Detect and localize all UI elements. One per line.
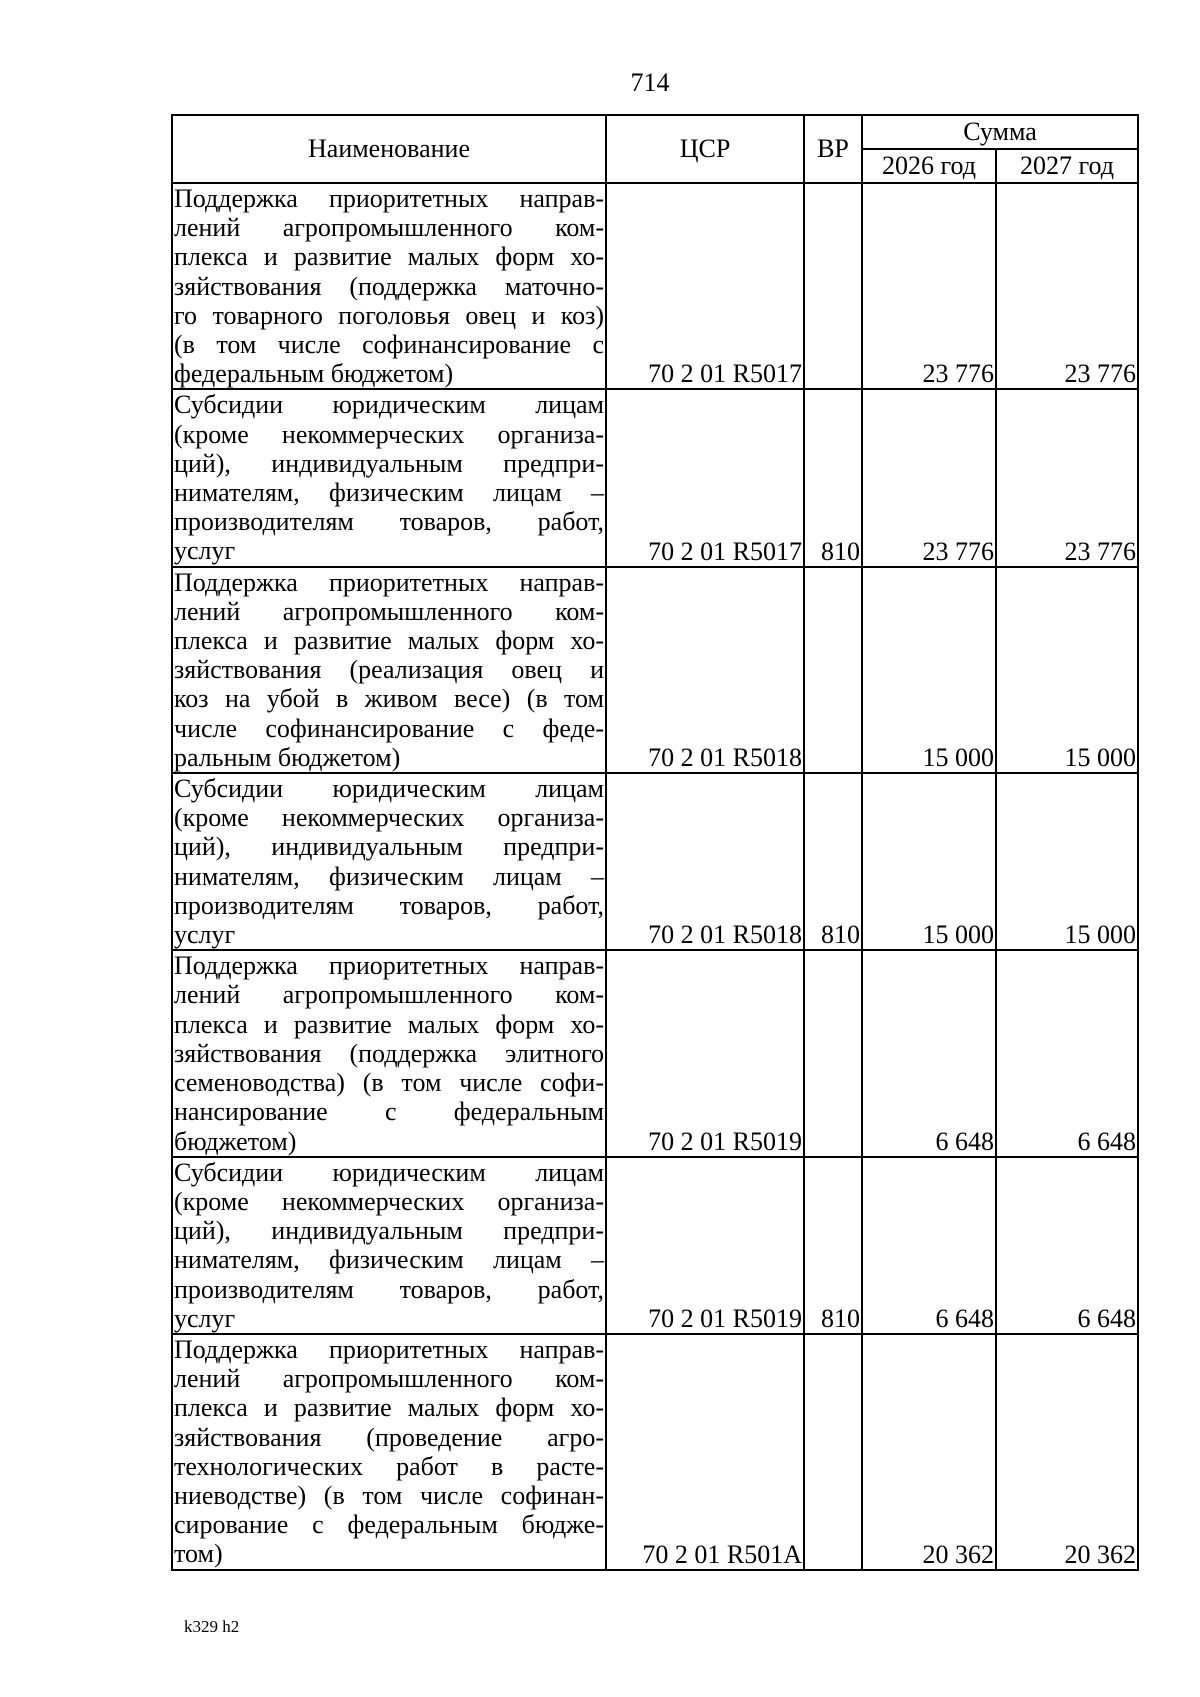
budget-table — [171, 114, 1139, 1571]
row-vr — [804, 567, 862, 773]
row-sum-2027: 20 362 — [996, 1334, 1138, 1570]
footer-code: k329 h2 — [184, 1617, 240, 1636]
row-csr: 70 2 01 R5018 — [606, 567, 804, 773]
row-name-line: семеноводства) (в том числе софи- — [174, 1068, 604, 1098]
row-name-line: том) — [174, 1539, 223, 1569]
row-vr — [804, 183, 862, 389]
row-name-line: (кроме некоммерческих организа- — [174, 1186, 604, 1216]
row-sum-2027: 15 000 — [996, 773, 1138, 950]
row-name — [172, 1334, 606, 1570]
row-name-line: лений агропромышленного ком- — [174, 596, 604, 626]
row-name-line: ций), индивидуальным предпри- — [174, 448, 604, 478]
row-name — [172, 389, 606, 566]
row-name-line: коз на убой в живом весе) (в том — [174, 684, 604, 714]
header-sum: Сумма — [862, 115, 1138, 149]
row-name — [172, 773, 606, 950]
row-name-line: плекса и развитие малых форм хо- — [174, 626, 604, 656]
row-name-line: производителям товаров, работ, — [174, 890, 604, 920]
row-name-line: лений агропромышленного ком- — [174, 1364, 604, 1394]
row-sum-2027: 23 776 — [996, 389, 1138, 566]
row-name-line: нимателям, физическим лицам – — [174, 1245, 604, 1275]
row-name-line: (кроме некоммерческих организа- — [174, 803, 604, 833]
row-name-line: ральным бюджетом) — [174, 742, 401, 772]
table-row — [172, 183, 1138, 389]
row-name-line: нимателям, физическим лицам – — [174, 478, 604, 508]
row-name-line: лений агропромышленного ком- — [174, 213, 604, 243]
row-name — [172, 567, 606, 773]
row-name-line: услуг — [174, 920, 236, 950]
header-name: Наименование — [172, 115, 606, 183]
row-sum-2026: 23 776 — [862, 183, 996, 389]
page-number: 714 — [630, 68, 670, 97]
row-csr: 70 2 01 R5019 — [606, 950, 804, 1156]
row-name-line: зяйствования (проведение агро- — [174, 1422, 604, 1452]
table-body — [172, 183, 1138, 1570]
row-name-line: нимателям, физическим лицам – — [174, 861, 604, 891]
row-sum-2026: 20 362 — [862, 1334, 996, 1570]
row-name — [172, 950, 606, 1156]
row-name-line: ниеводстве) (в том числе софинан- — [174, 1480, 604, 1510]
header-year-2027: 2027 год — [996, 149, 1138, 183]
header-row — [172, 115, 1138, 149]
row-name-line: зяйствования (поддержка маточно- — [174, 271, 604, 301]
table-row — [172, 773, 1138, 950]
row-csr: 70 2 01 R501А — [606, 1334, 804, 1570]
row-name-line: Поддержка приоритетных направ- — [174, 951, 604, 981]
row-sum-2027: 6 648 — [996, 950, 1138, 1156]
table-row — [172, 1157, 1138, 1334]
row-name-line: Субсидии юридическим лицам — [174, 1157, 604, 1187]
row-csr: 70 2 01 R5017 — [606, 389, 804, 566]
header-vr: ВР — [804, 115, 862, 183]
row-name-line: Поддержка приоритетных направ- — [174, 567, 604, 597]
row-name-line: производителям товаров, работ, — [174, 507, 604, 537]
row-name-line: федеральным бюджетом) — [174, 359, 454, 389]
row-name-line: Поддержка приоритетных направ- — [174, 184, 604, 213]
row-name-line: зяйствования (поддержка элитного — [174, 1038, 604, 1068]
row-vr: 810 — [804, 1157, 862, 1334]
table-row — [172, 950, 1138, 1156]
row-name-line: плекса и развитие малых форм хо- — [174, 242, 604, 272]
row-sum-2026: 15 000 — [862, 567, 996, 773]
row-sum-2026: 23 776 — [862, 389, 996, 566]
row-name-line: услуг — [174, 536, 236, 566]
row-name-line: (в том числе софинансирование с — [174, 330, 604, 360]
row-csr: 70 2 01 R5019 — [606, 1157, 804, 1334]
row-vr — [804, 1334, 862, 1570]
row-sum-2027: 15 000 — [996, 567, 1138, 773]
table-row — [172, 567, 1138, 773]
row-name — [172, 1157, 606, 1334]
row-csr: 70 2 01 R5018 — [606, 773, 804, 950]
row-sum-2026: 15 000 — [862, 773, 996, 950]
row-name-line: нансирование с федеральным — [174, 1097, 604, 1127]
table-row — [172, 1334, 1138, 1570]
row-vr — [804, 950, 862, 1156]
header-csr: ЦСР — [606, 115, 804, 183]
row-name-line: (кроме некоммерческих организа- — [174, 419, 604, 449]
row-name-line: Субсидии юридическим лицам — [174, 390, 604, 420]
row-name-line: плекса и развитие малых форм хо- — [174, 1009, 604, 1039]
row-sum-2027: 6 648 — [996, 1157, 1138, 1334]
row-name-line: услуг — [174, 1303, 236, 1333]
row-name-line: лений агропромышленного ком- — [174, 980, 604, 1010]
row-name-line: ций), индивидуальным предпри- — [174, 1216, 604, 1246]
row-vr: 810 — [804, 773, 862, 950]
row-name-line: технологических работ в расте- — [174, 1451, 604, 1481]
header-year-2026: 2026 год — [862, 149, 996, 183]
row-name-line: зяйствования (реализация овец и — [174, 655, 604, 685]
row-name-line: го товарного поголовья овец и коз) — [174, 300, 604, 330]
row-csr: 70 2 01 R5017 — [606, 183, 804, 389]
row-name-line: сирование с федеральным бюдже- — [174, 1510, 604, 1540]
row-name-line: Поддержка приоритетных направ- — [174, 1334, 604, 1364]
row-name-line: числе софинансирование с феде- — [174, 713, 604, 743]
table-row — [172, 389, 1138, 566]
row-sum-2026: 6 648 — [862, 1157, 996, 1334]
row-vr: 810 — [804, 389, 862, 566]
row-name-line: ций), индивидуальным предпри- — [174, 832, 604, 862]
row-name — [172, 183, 606, 389]
row-sum-2027: 23 776 — [996, 183, 1138, 389]
row-name-line: производителям товаров, работ, — [174, 1274, 604, 1304]
row-sum-2026: 6 648 — [862, 950, 996, 1156]
row-name-line: плекса и развитие малых форм хо- — [174, 1393, 604, 1423]
row-name-line: Субсидии юридическим лицам — [174, 774, 604, 804]
row-name-line: бюджетом) — [174, 1126, 297, 1156]
